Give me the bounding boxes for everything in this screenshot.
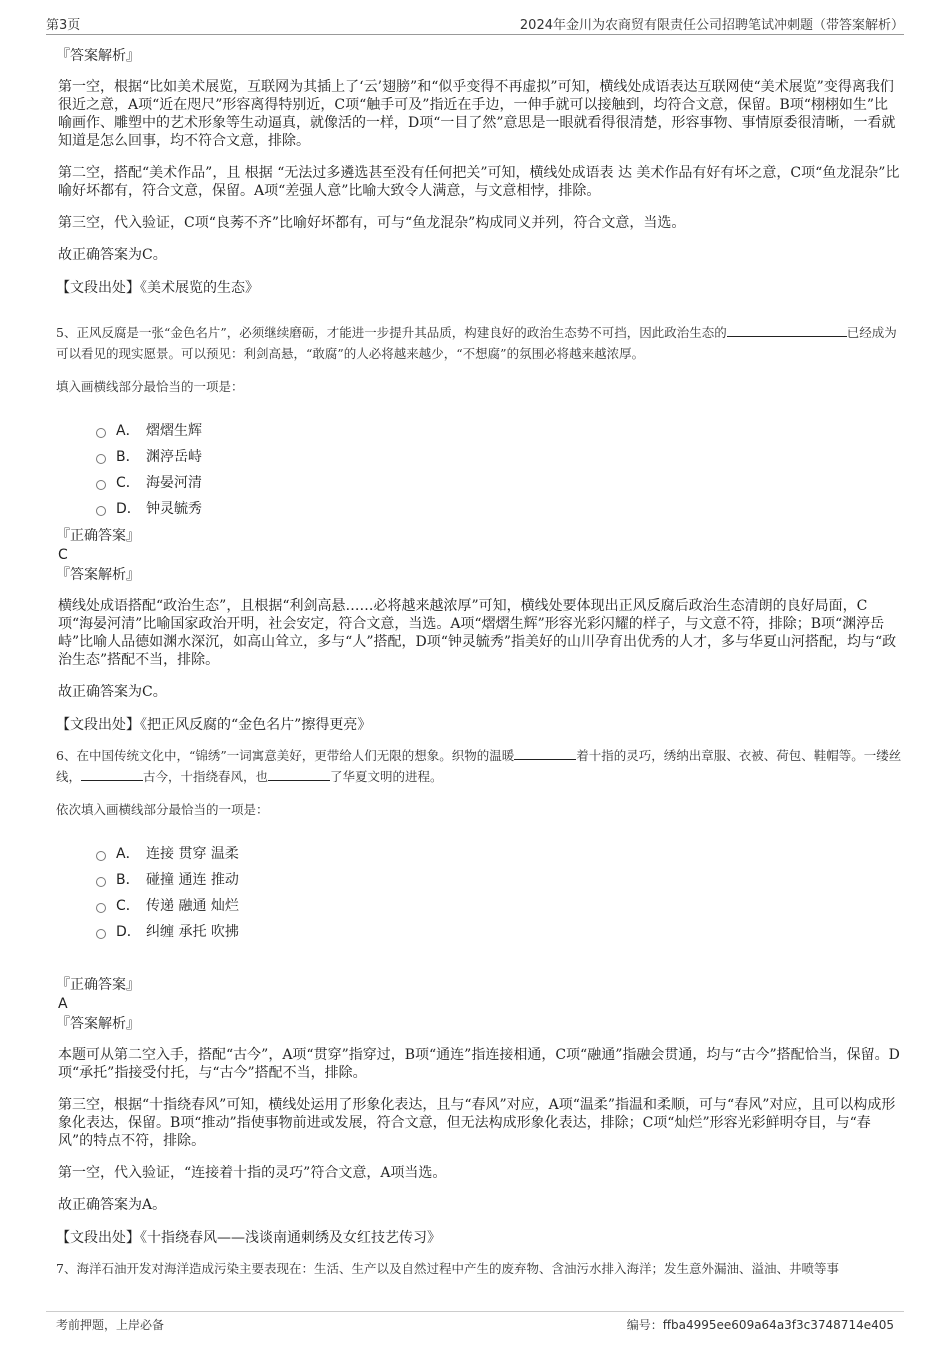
- option-text: 熠熠生辉: [146, 423, 202, 439]
- option-letter: D．: [116, 924, 141, 940]
- q5-option-a[interactable]: [96, 418, 902, 444]
- radio-icon[interactable]: [96, 851, 106, 861]
- q5-instruction: 填入画横线部分最恰当的一项是：: [56, 379, 244, 394]
- q6-option-a[interactable]: [96, 841, 902, 867]
- option-letter: D．: [116, 501, 141, 517]
- q6-analysis-paragraph: 第一空，代入验证，“连接着十指的灵巧”符合文意，A项当选。: [58, 1165, 447, 1181]
- q5-analysis-label: 『答案解析』: [56, 567, 140, 583]
- option-text: 钟灵毓秀: [146, 501, 202, 517]
- q6-analysis-paragraph: 本题可从第二空入手，搭配“古今”，A项“贯穿”指穿过，B项“通连”指连接相通，C项“融通”指融会贯通，均与“古今”搭配恰当，保留。D项“承托”指接受付托，与“古今”搭配不当，排除。: [58, 1047, 900, 1081]
- q6-option-d[interactable]: [96, 919, 902, 945]
- q6-stem: [56, 745, 902, 787]
- q5-option-b[interactable]: [96, 444, 902, 470]
- q5-correct-label: 『正确答案』: [56, 528, 140, 544]
- radio-icon[interactable]: [96, 454, 106, 464]
- fill-blank: [268, 768, 330, 781]
- radio-icon[interactable]: [96, 428, 106, 438]
- document-id: 编号：ffba4995ee609a64a3f3c3748714e405: [626, 1318, 894, 1332]
- fill-blank: [81, 768, 143, 781]
- q5-stem: [56, 322, 902, 364]
- document-body: [56, 46, 902, 1279]
- radio-icon[interactable]: [96, 877, 106, 887]
- q6-analysis-label: 『答案解析』: [56, 1016, 140, 1032]
- q7-stem: 7、海洋石油开发对海洋造成污染主要表现在：生活、生产以及自然过程中产生的废弃物、含油污水排入海洋；发生意外漏油、溢油、井喷等事: [56, 1261, 839, 1276]
- q6-stem-part: 古今，十指绕春风，也: [143, 769, 269, 784]
- radio-icon[interactable]: [96, 480, 106, 490]
- option-letter: B．: [116, 449, 140, 465]
- q4-analysis-paragraph: 第二空，搭配“美术作品”，且 根据 “无法过多遴选甚至没有任何把关”可知，横线处成语表 达 美术作品有好有坏之意，C项“鱼龙混杂”比喻好坏都有，符合文意，保留。A项“差强人意”比喻大致令人满意，与文意相悖，排除。: [58, 165, 900, 199]
- option-letter: C．: [116, 898, 140, 914]
- q4-source: 【文段出处】《美术展览的生态》: [56, 280, 259, 296]
- fill-blank: [514, 747, 576, 760]
- q6-stem-part: 了华夏文明的进程。: [330, 769, 443, 784]
- option-text: 碰撞 通连 推动: [146, 872, 239, 888]
- q5-option-c[interactable]: [96, 470, 902, 496]
- radio-icon[interactable]: [96, 929, 106, 939]
- fill-blank: [727, 324, 847, 337]
- q5-answer-statement: 故正确答案为C。: [58, 684, 167, 700]
- q6-answer-statement: 故正确答案为A。: [58, 1197, 167, 1213]
- q6-correct-label: 『正确答案』: [56, 977, 140, 993]
- page-header: [46, 12, 904, 35]
- q6-source: 【文段出处】《十指绕春风——浅谈南通刺绣及女红技艺传习》: [56, 1230, 441, 1246]
- option-letter: A．: [116, 846, 140, 862]
- q5-stem-part: 已经成为可以看见的现实愿景。可以预见：利剑高悬，“敢腐”的人必将越来越少，“不想腐”的氛围必将越来越浓厚。: [56, 325, 897, 361]
- q4-answer-statement: 故正确答案为C。: [58, 247, 167, 263]
- q4-analysis-paragraph: 第一空，根据“比如美术展览，互联网为其插上了‘云’翅膀”和“似乎变得不再虚拟”可知，横线处成语表达互联网使“美术展览”变得离我们很近之意，A项“近在咫尺”形容离得特别近，C项“触手可及”指近在手边，一伸手就可以接触到，均符合文意，保留。B项“栩栩如生”比喻画作、雕塑中的艺术形象等生动逼真，就像活的一样，D项“一目了然”意思是一眼就看得很清楚，形容事物、事情原委很清晰，一看就知道是怎么回事，均不符合文意，排除。: [58, 79, 896, 149]
- q4-analysis-label: 『答案解析』: [56, 48, 140, 64]
- q6-option-b[interactable]: [96, 867, 902, 893]
- q6-instruction: 依次填入画横线部分最恰当的一项是：: [56, 802, 269, 817]
- option-text: 连接 贯穿 温柔: [146, 846, 239, 862]
- q4-analysis-paragraph: 第三空，代入验证，C项“良莠不齐”比喻好坏都有，可与“鱼龙混杂”构成同义并列，符合文意，当选。: [58, 215, 686, 231]
- q5-stem-part: 5、正风反腐是一张“金色名片”，必须继续磨砺，才能进一步提升其品质，构建良好的政治生态势不可挡，因此政治生态的: [56, 325, 727, 340]
- radio-icon[interactable]: [96, 903, 106, 913]
- page-footer: [46, 1311, 904, 1332]
- q6-options: [96, 841, 902, 945]
- q5-option-d[interactable]: [96, 496, 902, 522]
- option-letter: A．: [116, 423, 140, 439]
- q6-analysis-paragraph: 第三空，根据“十指绕春风”可知，横线处运用了形象化表达，且与“春风”对应，A项“温柔”指温和柔顺，可与“春风”对应，且可以构成形象化表达，保留。B项“推动”指使事物前进或发展，符合文意，但无法构成形象化表达，排除；C项“灿烂”形容光彩鲜明夺目，与“春风”的特点不符，排除。: [58, 1097, 896, 1149]
- q5-source: 【文段出处】《把正风反腐的“金色名片”擦得更亮》: [56, 717, 372, 733]
- page-number: 第3页: [46, 18, 81, 33]
- q5-correct-answer: C: [58, 547, 68, 563]
- footer-slogan: 考前押题，上岸必备: [56, 1318, 165, 1332]
- option-text: 传递 融通 灿烂: [146, 898, 239, 914]
- q6-correct-answer: A: [58, 996, 68, 1012]
- q5-analysis-paragraph: 横线处成语搭配“政治生态”，且根据“利剑高悬……必将越来越浓厚”可知，横线处要体现出正风反腐后政治生态清朗的良好局面，C项“海晏河清”比喻国家政治开明，社会安定，符合文意，当选。A项“熠熠生辉”形容光彩闪耀的样子，与文意不符，排除；B项“渊渟岳峙”比喻人品德如渊水深沉，如高山耸立，多与“人”搭配，D项“钟灵毓秀”指美好的山川孕育出优秀的人才，多与华夏山河搭配，均与“政治生态”搭配不当，排除。: [58, 598, 897, 668]
- document-title: 2024年金川为农商贸有限责任公司招聘笔试冲刺题（带答案解析）: [519, 18, 904, 33]
- option-text: 纠缠 承托 吹拂: [146, 924, 239, 940]
- option-letter: B．: [116, 872, 140, 888]
- radio-icon[interactable]: [96, 506, 106, 516]
- option-text: 渊渟岳峙: [146, 449, 202, 465]
- q5-options: [96, 418, 902, 522]
- q6-stem-part: 6、在中国传统文化中，“锦绣”一词寓意美好，更带给人们无限的想象。织物的温暖: [56, 748, 515, 763]
- q6-option-c[interactable]: [96, 893, 902, 919]
- option-text: 海晏河清: [146, 475, 202, 491]
- option-letter: C．: [116, 475, 140, 491]
- q6-stem-part: 着十指的灵巧，绣纳出章服、衣被、荷包、鞋帽等。一缕丝线，: [56, 748, 902, 784]
